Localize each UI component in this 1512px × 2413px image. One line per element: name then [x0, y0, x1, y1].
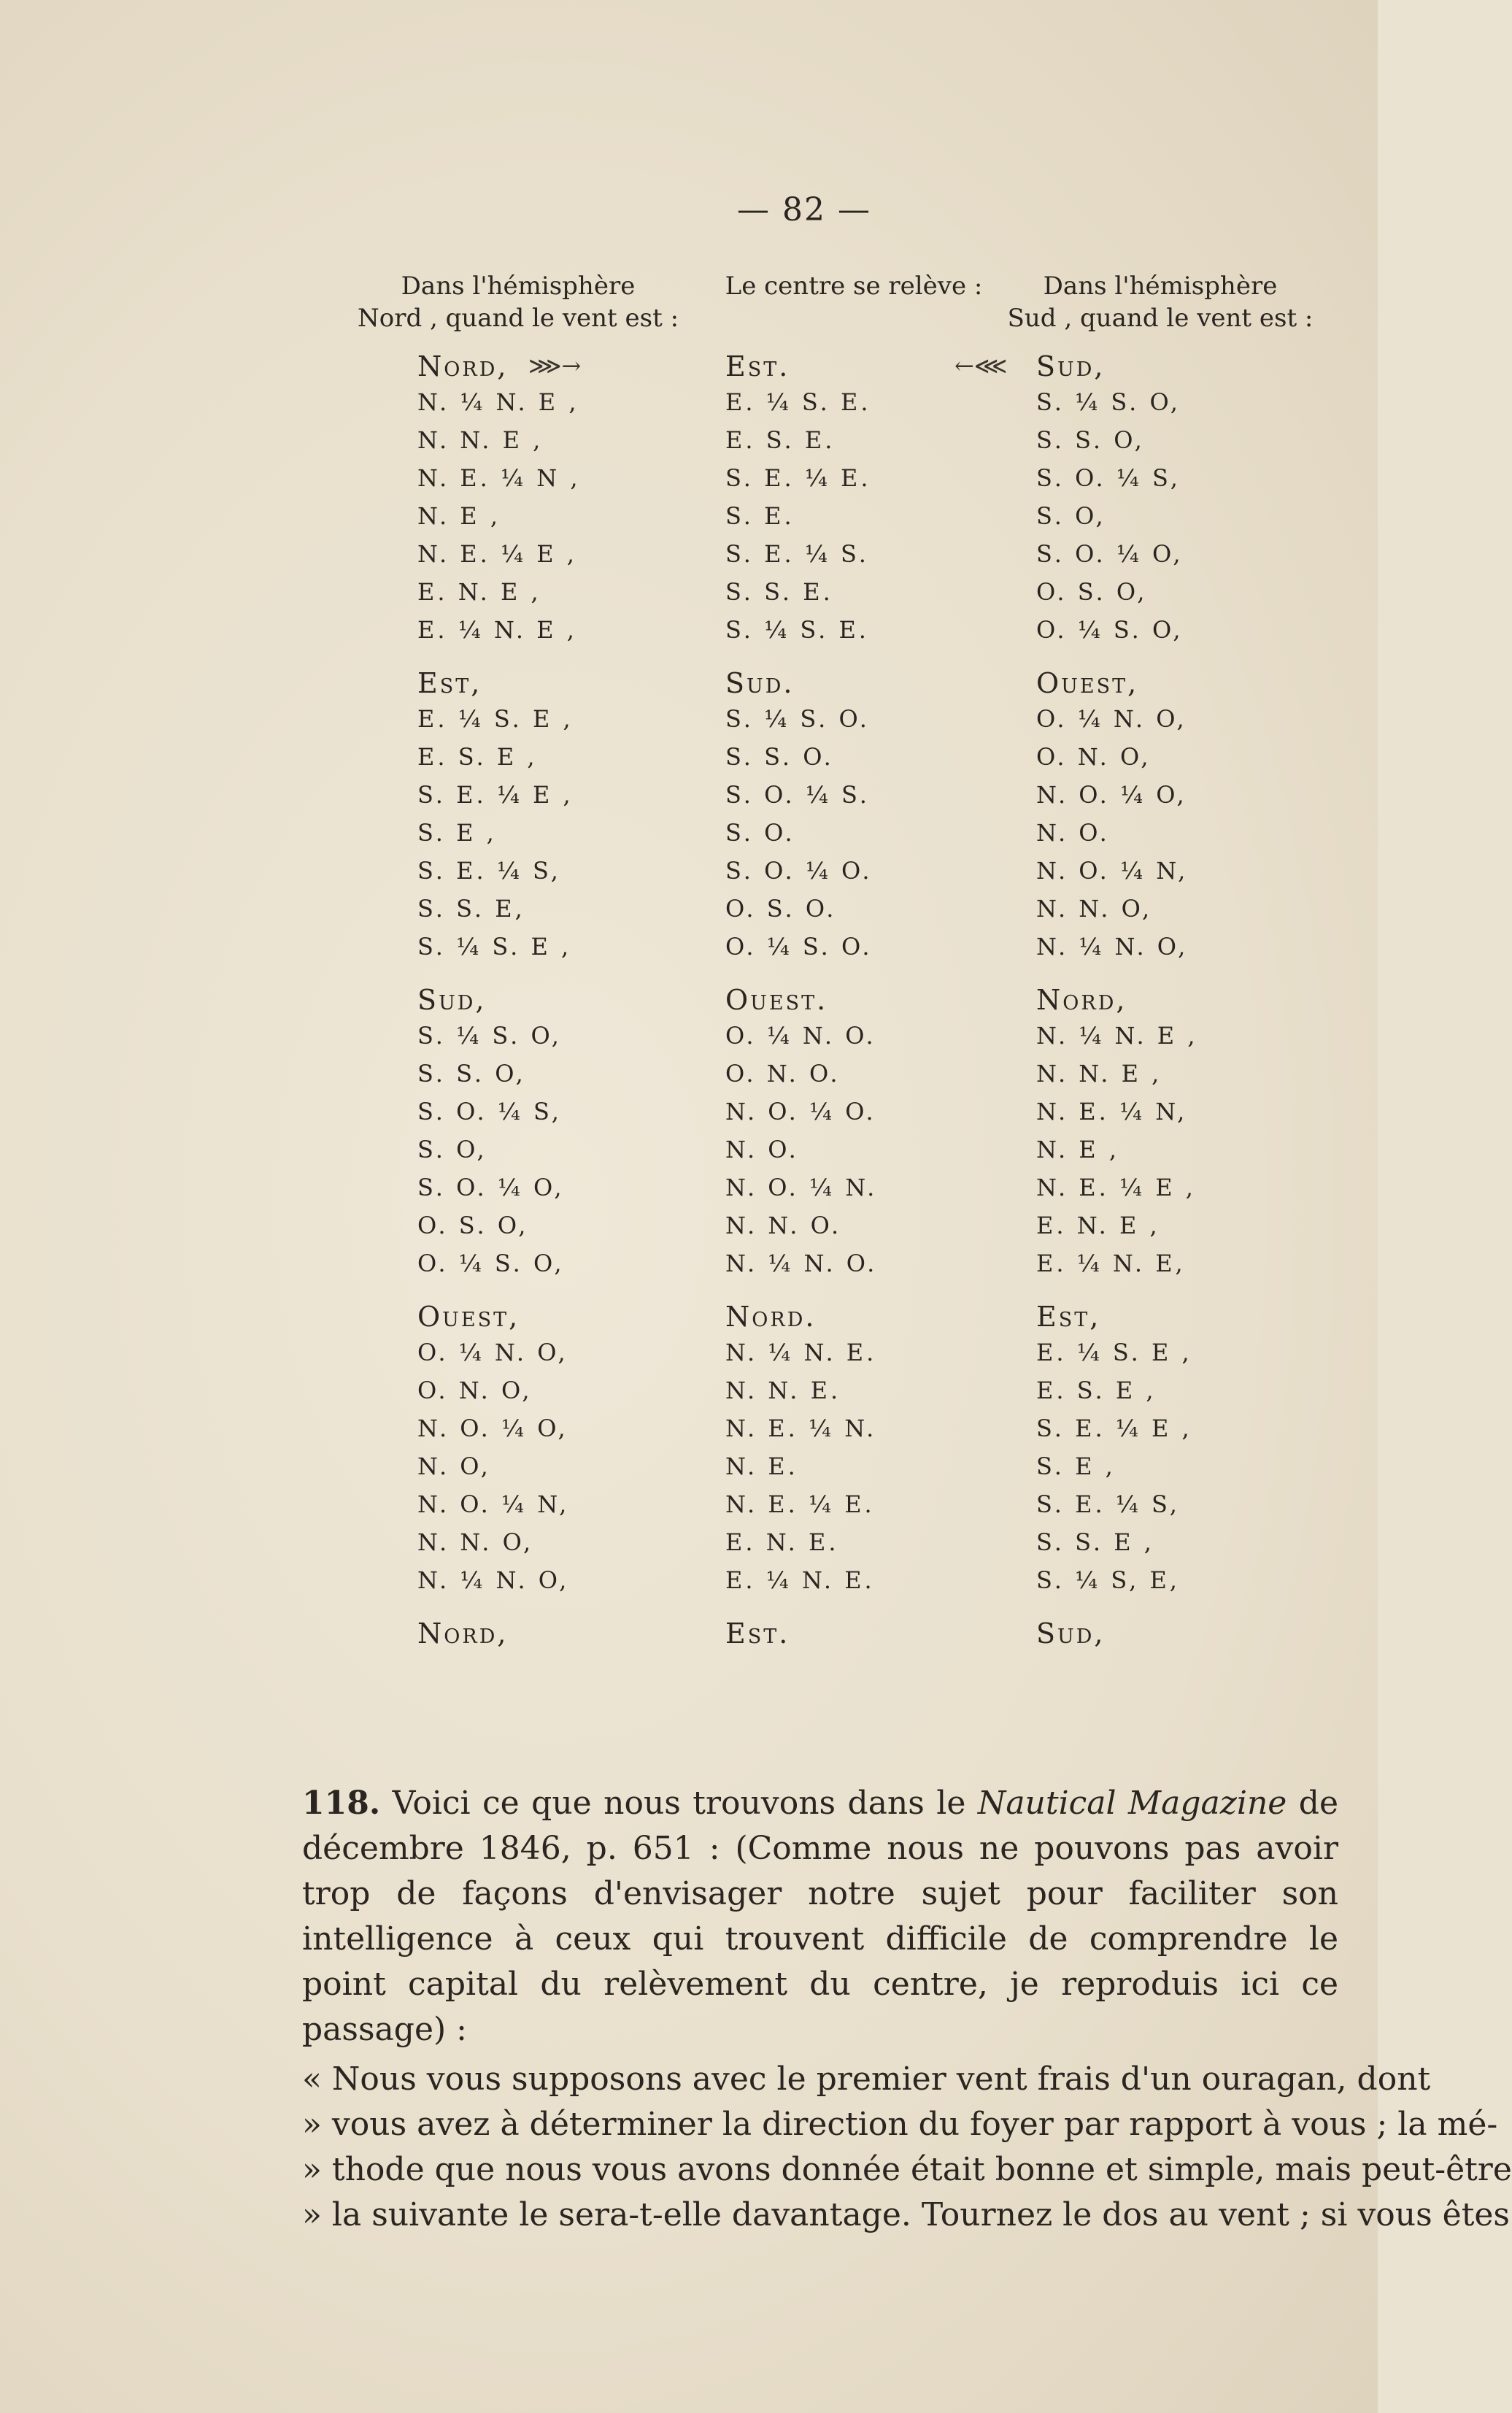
north-wind-cell: E. S. E , [417, 743, 538, 771]
north-wind-cell: N. E. ¼ N , [417, 464, 581, 492]
table-row [417, 781, 1308, 819]
north-wind-cell: N. E. ¼ E , [417, 540, 577, 568]
south-wind-cell: N. ¼ N. O, [1036, 933, 1189, 961]
body-text [302, 1781, 1512, 2238]
table-row [417, 502, 1308, 540]
paragraph-text-before: Voici ce que nous trouvons dans le [380, 1785, 978, 1822]
centre-bearing-cell: S. S. O. [725, 743, 834, 771]
south-wind-cell: S. O, [1036, 502, 1106, 530]
centre-bearing-cell: Ouest. [725, 984, 828, 1016]
quote-line: » thode que nous vous avons donnée était bonne et simple, mais peut-être [302, 2151, 1512, 2188]
south-wind-cell: N. N. O, [1036, 895, 1153, 923]
south-wind-cell: S. O. ¼ O, [1036, 540, 1184, 568]
centre-bearing-cell: S. O. [725, 819, 795, 847]
table-row [417, 1022, 1308, 1060]
header-north-line2: Nord , quand le vent est : [357, 304, 679, 333]
south-wind-cell: O. N. O, [1036, 743, 1152, 771]
south-wind-cell: Est, [1036, 1301, 1101, 1333]
south-wind-cell: N. O. ¼ O, [1036, 781, 1187, 809]
table-row [417, 895, 1308, 933]
centre-bearing-cell: N. O. [725, 1136, 799, 1163]
south-wind-cell: S. E , [1036, 1452, 1116, 1480]
table-row [417, 1098, 1308, 1136]
south-wind-cell: S. ¼ S. O, [1036, 388, 1181, 416]
centre-bearing-cell: N. E. [725, 1452, 798, 1480]
paragraph-118 [302, 1781, 1338, 2052]
centre-bearing-cell: S. O. ¼ O. [725, 857, 873, 885]
north-wind-cell: N. O, [417, 1452, 491, 1480]
table-row [417, 819, 1308, 857]
centre-bearing-cell: Est. [725, 350, 790, 382]
south-wind-cell: S. O. ¼ S, [1036, 464, 1181, 492]
table-heading-row [417, 350, 1308, 388]
north-wind-cell: S. E. ¼ S, [417, 857, 561, 885]
table-row [417, 578, 1308, 616]
north-wind-cell: Nord, [417, 350, 509, 382]
table-row [417, 1490, 1308, 1528]
south-wind-cell: N. N. E , [1036, 1060, 1162, 1088]
north-wind-cell: O. S. O, [417, 1212, 529, 1239]
north-wind-cell: S. O. ¼ S, [417, 1098, 562, 1125]
south-wind-cell: E. N. E , [1036, 1212, 1160, 1239]
south-wind-cell: O. ¼ S. O, [1036, 616, 1184, 644]
table-row [417, 616, 1308, 654]
table-row [417, 1174, 1308, 1212]
centre-bearing-cell: N. O. ¼ O. [725, 1098, 876, 1125]
north-wind-cell: Sud, [417, 984, 487, 1016]
table-row [417, 1339, 1308, 1377]
south-wind-cell: Sud, [1036, 350, 1106, 382]
paragraph-text-after: de décembre 1846, p. 651 : (Comme nous ne pouvons pas avoir trop de façons d'envisager notre sujet pour faciliter son intelligence à ceux qui trouvent difficile de comprendre le point capital du relèvement du centre, je reproduis ici ce passage) : [302, 1785, 1338, 2048]
table-heading-row [417, 667, 1308, 705]
north-wind-cell: S. S. O, [417, 1060, 526, 1088]
centre-bearing-cell: N. E. ¼ E. [725, 1490, 875, 1518]
header-centre-line: Le centre se relève : [725, 272, 983, 301]
south-wind-cell: Sud, [1036, 1617, 1106, 1650]
north-wind-cell: O. ¼ S. O, [417, 1250, 565, 1277]
north-wind-cell: O. N. O, [417, 1377, 533, 1404]
centre-bearing-cell: S. E. ¼ E. [725, 464, 871, 492]
centre-bearing-cell: N. E. ¼ N. [725, 1415, 877, 1442]
centre-bearing-cell: N. N. O. [725, 1212, 842, 1239]
south-wind-cell: N. E. ¼ E , [1036, 1174, 1196, 1201]
quote-line: « Nous vous supposons avec le premier vent frais d'un ouragan, dont [302, 2060, 1431, 2098]
table-row [417, 540, 1308, 578]
south-wind-cell: N. O. [1036, 819, 1110, 847]
arrow-right-icon: ⋙→ [528, 352, 582, 380]
header-north-hemisphere [314, 270, 722, 334]
north-wind-cell: N. N. E , [417, 426, 544, 454]
table-row [417, 1136, 1308, 1174]
north-wind-cell: N. O. ¼ N, [417, 1490, 570, 1518]
south-wind-cell: N. ¼ N. E , [1036, 1022, 1198, 1050]
table-row [417, 933, 1308, 971]
table-row [417, 1250, 1308, 1288]
south-wind-cell: E. ¼ S. E , [1036, 1339, 1192, 1366]
quote-line: » vous avez à déterminer la direction du foyer par rapport à vous ; la mé- [302, 2106, 1498, 2143]
south-wind-cell: E. S. E , [1036, 1377, 1157, 1404]
table-row [417, 705, 1308, 743]
centre-bearing-cell: N. O. ¼ N. [725, 1174, 878, 1201]
south-wind-cell: O. ¼ N. O, [1036, 705, 1187, 733]
south-wind-cell: Nord, [1036, 984, 1127, 1016]
centre-bearing-cell: S. S. E. [725, 578, 833, 606]
table-row [417, 1415, 1308, 1452]
table-row [417, 1060, 1308, 1098]
centre-bearing-cell: O. ¼ S. O. [725, 933, 873, 961]
north-wind-cell: S. ¼ S. E , [417, 933, 572, 961]
north-wind-cell: N. ¼ N. E , [417, 388, 579, 416]
centre-bearing-cell: O. ¼ N. O. [725, 1022, 876, 1050]
centre-bearing-cell: N. ¼ N. O. [725, 1250, 878, 1277]
quote-line: » la suivante le sera-t-elle davantage. Tournez le dos au vent ; si vous êtes [302, 2196, 1511, 2233]
centre-bearing-cell: S. E. [725, 502, 795, 530]
north-wind-cell: N. ¼ N. O, [417, 1566, 570, 1594]
paragraph-italic-title: Nautical Magazine [977, 1785, 1287, 1822]
south-wind-cell: E. ¼ N. E, [1036, 1250, 1186, 1277]
centre-bearing-cell: S. ¼ S. O. [725, 705, 870, 733]
south-wind-cell: N. E. ¼ N, [1036, 1098, 1188, 1125]
north-wind-cell: N. E , [417, 502, 501, 530]
centre-bearing-cell: O. N. O. [725, 1060, 841, 1088]
north-wind-cell: N. O. ¼ O, [417, 1415, 568, 1442]
centre-bearing-cell: N. N. E. [725, 1377, 841, 1404]
centre-bearing-cell: S. ¼ S. E. [725, 616, 869, 644]
south-wind-cell: S. E. ¼ S, [1036, 1490, 1180, 1518]
centre-bearing-cell: E. ¼ N. E. [725, 1566, 875, 1594]
north-wind-cell: E. N. E , [417, 578, 541, 606]
table-row [417, 1212, 1308, 1250]
table-row [417, 1566, 1308, 1604]
arrow-left-icon: ←⋘ [954, 352, 1008, 380]
compass-table [417, 350, 1308, 1781]
south-wind-cell: S. S. O, [1036, 426, 1145, 454]
table-row [417, 1528, 1308, 1566]
table-heading-row [417, 984, 1308, 1022]
header-south-line1: Dans l'hémisphère [1043, 272, 1278, 301]
table-heading-row [417, 1301, 1308, 1339]
header-centre [701, 270, 1007, 302]
centre-bearing-cell: Est. [725, 1617, 790, 1650]
table-row [417, 426, 1308, 464]
north-wind-cell: S. S. E, [417, 895, 525, 923]
paragraph-number: 118. [302, 1785, 381, 1822]
south-wind-cell: S. ¼ S, E, [1036, 1566, 1180, 1594]
table-row [417, 1377, 1308, 1415]
header-north-line1: Dans l'hémisphère [401, 272, 636, 301]
quote-block [302, 2057, 1512, 2238]
table-row [417, 857, 1308, 895]
north-wind-cell: Nord, [417, 1617, 509, 1650]
table-row [417, 464, 1308, 502]
north-wind-cell: E. ¼ N. E , [417, 616, 577, 644]
north-wind-cell: S. E , [417, 819, 497, 847]
centre-bearing-cell: E. ¼ S. E. [725, 388, 871, 416]
centre-bearing-cell: O. S. O. [725, 895, 837, 923]
north-wind-cell: Est, [417, 667, 482, 699]
header-south-line2: Sud , quand le vent est : [1007, 304, 1314, 333]
centre-bearing-cell: E. S. E. [725, 426, 836, 454]
centre-bearing-cell: E. N. E. [725, 1528, 839, 1556]
header-south-hemisphere [978, 270, 1343, 334]
table-row [417, 1452, 1308, 1490]
centre-bearing-cell: S. E. ¼ S. [725, 540, 869, 568]
centre-bearing-cell: Nord. [725, 1301, 817, 1333]
south-wind-cell: N. E , [1036, 1136, 1119, 1163]
north-wind-cell: S. ¼ S. O, [417, 1022, 562, 1050]
north-wind-cell: S. E. ¼ E , [417, 781, 574, 809]
north-wind-cell: S. O. ¼ O, [417, 1174, 565, 1201]
centre-bearing-cell: S. O. ¼ S. [725, 781, 870, 809]
south-wind-cell: Ouest, [1036, 667, 1139, 699]
south-wind-cell: S. E. ¼ E , [1036, 1415, 1192, 1442]
page-number: — 82 — [737, 191, 871, 228]
north-wind-cell: E. ¼ S. E , [417, 705, 574, 733]
north-wind-cell: S. O, [417, 1136, 487, 1163]
centre-bearing-cell: Sud. [725, 667, 795, 699]
south-wind-cell: N. O. ¼ N, [1036, 857, 1189, 885]
south-wind-cell: O. S. O, [1036, 578, 1148, 606]
table-row [417, 743, 1308, 781]
table-row [417, 388, 1308, 426]
north-wind-cell: N. N. O, [417, 1528, 534, 1556]
north-wind-cell: Ouest, [417, 1301, 520, 1333]
north-wind-cell: O. ¼ N. O, [417, 1339, 568, 1366]
centre-bearing-cell: N. ¼ N. E. [725, 1339, 877, 1366]
south-wind-cell: S. S. E , [1036, 1528, 1154, 1556]
table-heading-row [417, 1617, 1308, 1655]
